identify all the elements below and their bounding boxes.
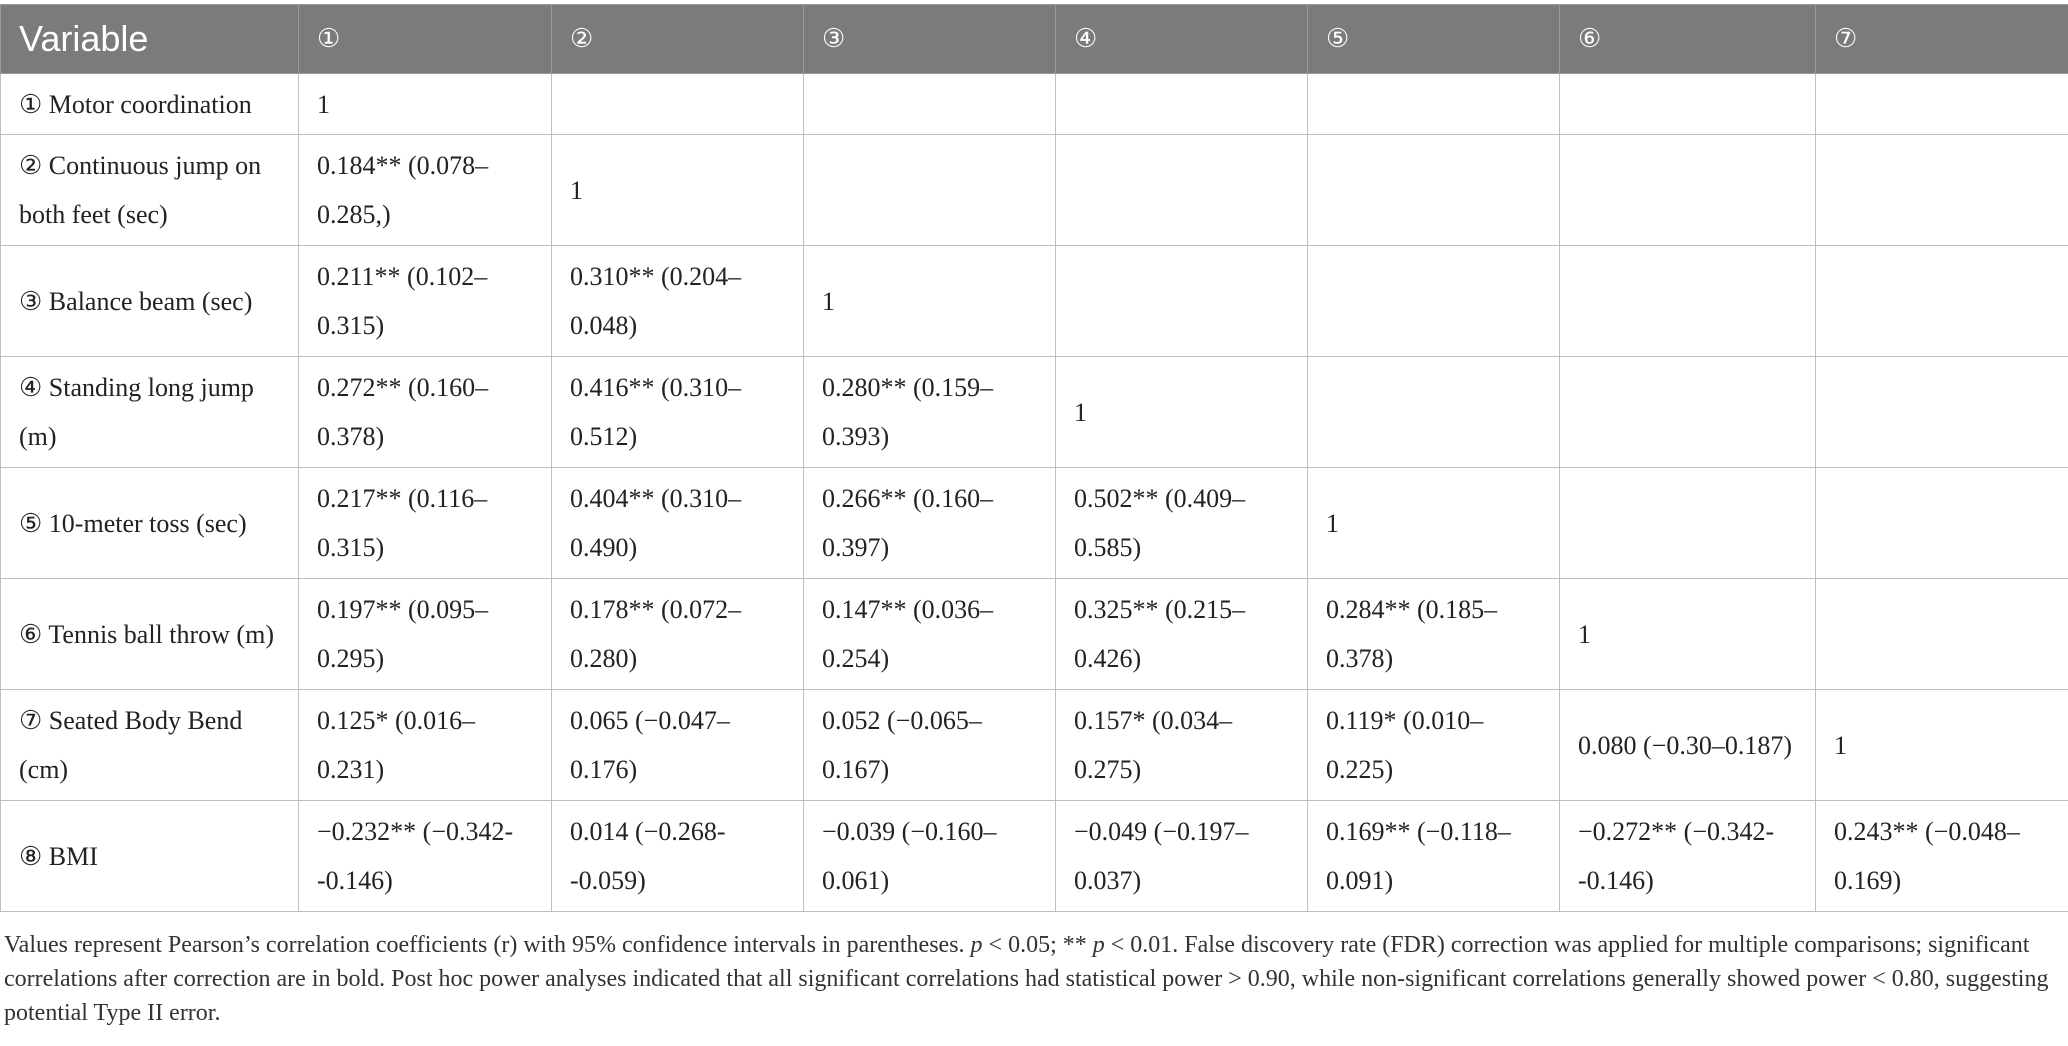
table-cell — [1308, 135, 1560, 246]
table-row — [1, 246, 2068, 357]
table-cell — [1056, 74, 1308, 135]
row-label: ④ Standing long jump (m) — [1, 357, 299, 468]
table-cell: 1 — [1560, 579, 1816, 690]
table-cell: 0.416** (0.310–0.512) — [552, 357, 804, 468]
table-row — [1, 468, 2068, 579]
table-cell: −0.049 (−0.197–0.037) — [1056, 801, 1308, 912]
table-cell — [1056, 135, 1308, 246]
table-row — [1, 579, 2068, 690]
table-cell: 0.014 (−0.268--0.059) — [552, 801, 804, 912]
table-cell — [1816, 579, 2068, 690]
table-cell — [1560, 468, 1816, 579]
table-cell — [1560, 135, 1816, 246]
table-cell: 0.272** (0.160–0.378) — [299, 357, 552, 468]
table-cell — [1560, 357, 1816, 468]
table-cell: 1 — [804, 246, 1056, 357]
row-label: ⑦ Seated Body Bend (cm) — [1, 690, 299, 801]
table-row — [1, 690, 2068, 801]
table-cell: 0.147** (0.036–0.254) — [804, 579, 1056, 690]
table-cell: 0.280** (0.159–0.393) — [804, 357, 1056, 468]
header-col-3: ③ — [804, 5, 1056, 74]
table-body — [1, 74, 2068, 912]
row-label: ② Continuous jump on both feet (sec) — [1, 135, 299, 246]
table-cell: 0.211** (0.102–0.315) — [299, 246, 552, 357]
header-variable: Variable — [1, 5, 299, 74]
table-cell: 0.125* (0.016–0.231) — [299, 690, 552, 801]
table-header — [1, 5, 2068, 74]
table-cell — [1308, 246, 1560, 357]
table-cell — [1816, 135, 2068, 246]
table-cell: 0.404** (0.310–0.490) — [552, 468, 804, 579]
table-cell: 0.184** (0.078–0.285,) — [299, 135, 552, 246]
table-cell: 0.310** (0.204–0.048) — [552, 246, 804, 357]
table-cell: 0.502** (0.409–0.585) — [1056, 468, 1308, 579]
table-cell: 0.052 (−0.065–0.167) — [804, 690, 1056, 801]
table-cell — [1308, 74, 1560, 135]
table-cell: 0.157* (0.034–0.275) — [1056, 690, 1308, 801]
table-cell: 0.217** (0.116–0.315) — [299, 468, 552, 579]
footnote-text: Values represent Pearson’s correlation coefficients (r) with 95% confidence intervals in parentheses. — [4, 932, 971, 958]
table-cell — [1816, 246, 2068, 357]
table-row — [1, 74, 2068, 135]
table-cell: 1 — [1308, 468, 1560, 579]
table-cell — [552, 74, 804, 135]
table-cell — [804, 74, 1056, 135]
table-row — [1, 801, 2068, 912]
footnote-text: < 0.05; ** — [982, 932, 1093, 958]
header-col-6: ⑥ — [1560, 5, 1816, 74]
row-label: ① Motor coordination — [1, 74, 299, 135]
footnote-p-symbol: p — [970, 932, 983, 958]
table-cell — [1308, 357, 1560, 468]
table-cell: 1 — [552, 135, 804, 246]
header-col-4: ④ — [1056, 5, 1308, 74]
header-col-2: ② — [552, 5, 804, 74]
table-cell: 0.119* (0.010–0.225) — [1308, 690, 1560, 801]
table-cell: 1 — [299, 74, 552, 135]
table-footnote — [0, 928, 2060, 1030]
row-label: ⑧ BMI — [1, 801, 299, 912]
row-label: ⑥ Tennis ball throw (m) — [1, 579, 299, 690]
row-label: ③ Balance beam (sec) — [1, 246, 299, 357]
table-cell — [1560, 74, 1816, 135]
header-col-7: ⑦ — [1816, 5, 2068, 74]
table-cell: 1 — [1816, 690, 2068, 801]
table-cell: 0.325** (0.215–0.426) — [1056, 579, 1308, 690]
table-cell: 0.266** (0.160–0.397) — [804, 468, 1056, 579]
table-cell: −0.039 (−0.160–0.061) — [804, 801, 1056, 912]
table-cell — [804, 135, 1056, 246]
footnote-p-symbol: p — [1092, 932, 1105, 958]
table-cell: 0.169** (−0.118–0.091) — [1308, 801, 1560, 912]
table-cell — [1560, 246, 1816, 357]
table-row — [1, 357, 2068, 468]
header-row — [1, 5, 2068, 74]
table-cell — [1816, 74, 2068, 135]
table-cell — [1056, 246, 1308, 357]
header-col-1: ① — [299, 5, 552, 74]
table-cell: 0.178** (0.072–0.280) — [552, 579, 804, 690]
table-cell: −0.272** (−0.342--0.146) — [1560, 801, 1816, 912]
table-cell — [1816, 468, 2068, 579]
table-cell: 0.080 (−0.30–0.187) — [1560, 690, 1816, 801]
row-label: ⑤ 10-meter toss (sec) — [1, 468, 299, 579]
table-row — [1, 135, 2068, 246]
table-cell: −0.232** (−0.342--0.146) — [299, 801, 552, 912]
table-cell: 0.065 (−0.047–0.176) — [552, 690, 804, 801]
correlation-table — [0, 4, 2068, 912]
table-cell: 0.197** (0.095–0.295) — [299, 579, 552, 690]
header-col-5: ⑤ — [1308, 5, 1560, 74]
table-cell: 0.243** (−0.048–0.169) — [1816, 801, 2068, 912]
table-cell — [1816, 357, 2068, 468]
table-cell: 1 — [1056, 357, 1308, 468]
footnote-text: < 0.01. False discovery rate (FDR) correction was applied for multiple comparisons; significant correlations after correction are in bold. Post hoc power analyses indicated that all significant correlations had statistical power > 0.90, while non-significant correlations generally showed power < 0.80, suggesting potential Type II error. — [4, 932, 2049, 1026]
table-cell: 0.284** (0.185–0.378) — [1308, 579, 1560, 690]
